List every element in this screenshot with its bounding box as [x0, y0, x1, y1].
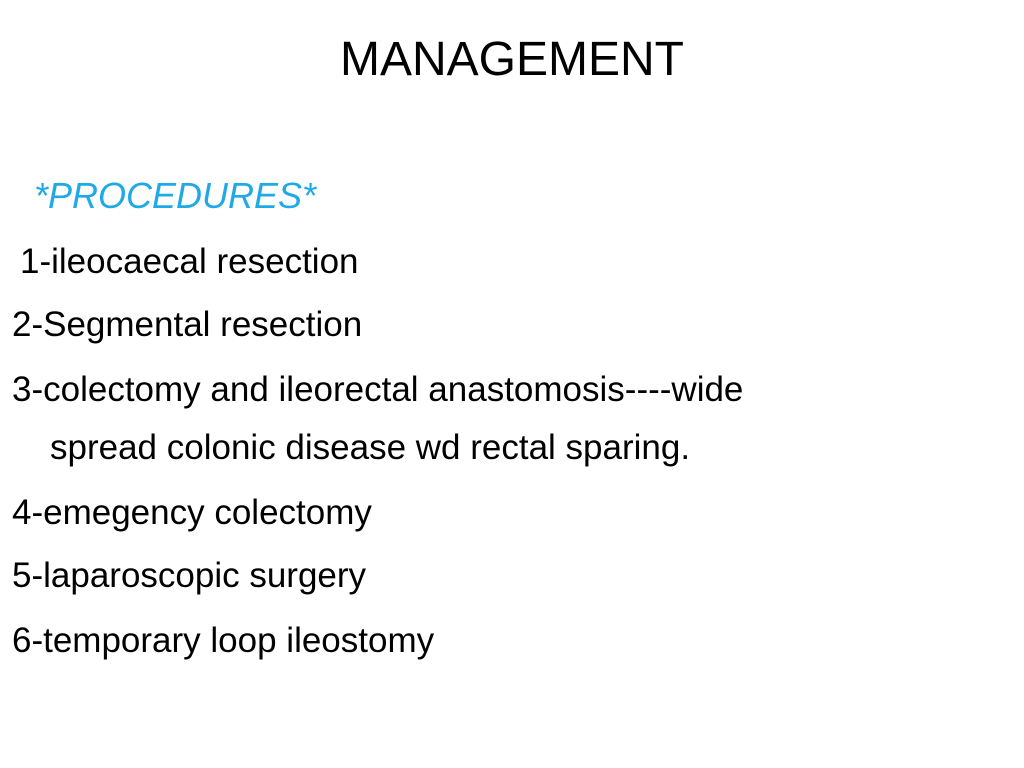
procedure-item-5: 5-laparoscopic surgery: [12, 556, 367, 595]
procedure-item-6: 6-temporary loop ileostomy: [12, 621, 435, 660]
procedure-item-3-continuation: spread colonic disease wd rectal sparing.: [50, 428, 691, 467]
procedures-subheading: *PROCEDURES*: [34, 175, 317, 216]
procedure-item-4: 4-emegency colectomy: [12, 493, 372, 532]
slide-title: MANAGEMENT: [339, 33, 684, 86]
procedure-item-3: 3-colectomy and ileorectal anastomosis----wide: [12, 370, 744, 409]
procedure-item-2: 2-Segmental resection: [12, 305, 363, 344]
procedure-item-1: 1-ileocaecal resection: [20, 242, 359, 281]
